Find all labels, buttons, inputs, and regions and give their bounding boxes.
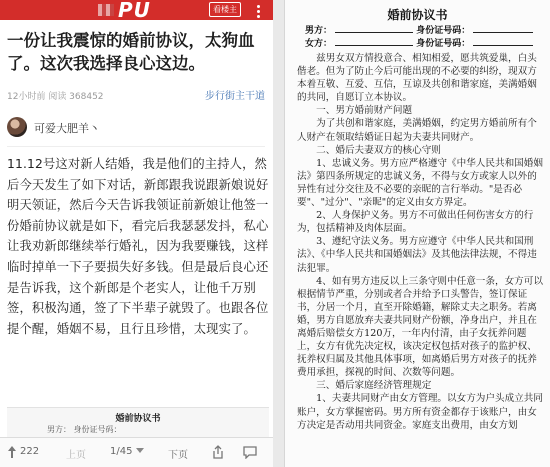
bottom-toolbar <box>0 437 273 467</box>
like-count: 222 <box>20 446 40 457</box>
document-paragraph: 兹男女双方情投意合、相知相爱，愿共筑爱巢，白头偕老。但为了防止今后可能出现的不必要的纠纷，现双方本着互敬、互爱、互信，互谅及共创和谐家庭，美满婚姻的共同，自愿订立本协议。 <box>297 53 537 104</box>
document-paragraph: 4、如有男方违反以上三条守则中任意一条，女方可以根据情节严重，分别或者合并给予口头警告，签订保证书，分居一个月，直至开除婚籍，解除丈夫之职务。若离婚，男方自愿放弃夫妻共同财产份额，净身出户，并且在离婚后赔偿女方120万，一年内付清，由子女抚养问题上，女方有优先决定权，该决定权包括对孩子的监护权、抚养权归属及其他具体事项，如离婚后男方对孩子的抚养费用承担，探视的时间、次数等问题。 <box>297 275 543 379</box>
prenup-document-scan <box>284 0 550 467</box>
document-body <box>297 52 543 432</box>
censored-logo-icon <box>98 4 114 16</box>
id-label: 身份证号码： <box>416 26 471 36</box>
document-paragraph: 三、婚后家庭经济管理规定 <box>297 380 432 392</box>
document-paragraph: 为了共创和谐家庭，美满婚姻，约定男方婚前所有个人财产在领取结婚证日起为夫妻共同财产。 <box>297 118 537 143</box>
blank-line <box>335 25 413 33</box>
app-brand: PU <box>118 0 151 22</box>
author-name[interactable]: 可爱大肥羊丶 <box>34 122 100 135</box>
blank-line <box>335 38 413 46</box>
avatar[interactable] <box>7 117 27 137</box>
divider <box>7 146 265 147</box>
blank-line <box>473 38 533 46</box>
document-paragraph: 二、婚后夫妻双方的核心守则 <box>297 144 441 156</box>
husband-line <box>305 23 533 36</box>
document-paragraph: 一、男方婚前财产问题 <box>297 105 413 117</box>
next-page-button[interactable]: 下页 <box>168 450 188 461</box>
forum-app-screenshot <box>0 0 273 467</box>
light-up-icon[interactable] <box>7 446 17 458</box>
document-paragraph: 2、人身保护义务。男方不可做出任何伤害女方的行为，包括精神及肉体层面。 <box>297 210 534 235</box>
prev-page-button[interactable]: 上页 <box>66 450 86 461</box>
chevron-down-icon[interactable] <box>136 448 144 453</box>
post-title: 一份让我震惊的婚前协议，太狗血了。这次我选择良心这边。 <box>7 31 255 73</box>
husband-label: 男方： <box>305 26 333 36</box>
thumbnail-title: 婚前协议书 <box>115 414 161 424</box>
page-indicator[interactable]: 1/45 <box>110 446 133 457</box>
more-menu-icon[interactable] <box>251 3 265 17</box>
wife-line <box>305 36 533 49</box>
blank-line <box>473 25 533 33</box>
share-icon[interactable] <box>211 445 225 459</box>
view-host-only-button[interactable]: 看楼主 <box>209 2 241 17</box>
post-body: 11.12号这对新人结婚，我是他们的主持人，然后今天发生了如下对话，新郎跟我说跟新娘说好明天领证，然后今天告诉我领证前新娘让他签一份婚前协议就是如下，看完后我瑟瑟发抖，私心让我劝新郎继续举行婚礼，因为我要赚钱，这样临时掉单一下子要损失好多钱。但是最后良心还是告诉我，这个新郎是个老实人，让他千万别签，积极沟通，签了下半辈子就毁了。也跟各位提个醒，婚姻不易，且行且珍惜，太现实了。 <box>7 157 269 336</box>
id-label: 身份证号码： <box>416 39 471 49</box>
thumbnail-line: 男方： 身份证号码： <box>47 425 122 434</box>
reply-icon[interactable] <box>242 445 258 459</box>
post-meta: 12小时前 阅读 368452 <box>7 92 104 102</box>
app-top-bar <box>0 0 273 20</box>
document-paragraph: 3、遵纪守法义务。男方应遵守《中华人民共和国刑法》、《中华人民共和国婚姻法》及其他法律法规，不得违法犯罪。 <box>297 236 537 274</box>
board-link[interactable]: 步行街主干道 <box>205 91 265 102</box>
attached-document-thumbnail[interactable] <box>7 407 269 437</box>
document-paragraph: 1、夫妻共同财产由女方管理。以女方为户头成立共同账户，女方掌握密码。男方所有资金都存于该账户，由女方决定是否动用共同资金。家庭支出费用，由女方划 <box>297 393 543 431</box>
document-title: 婚前协议书 <box>387 8 448 22</box>
wife-label: 女方： <box>305 39 333 49</box>
document-paragraph: 1、忠诚义务。男方应严格遵守《中华人民共和国婚姻法》第四条所规定的忠诚义务，不得与女方或家人以外的异性有过分交往及不必要的亲昵的言行举动。"是否必要"、"过分"、"亲昵"的定义由女方界定。 <box>297 157 543 209</box>
